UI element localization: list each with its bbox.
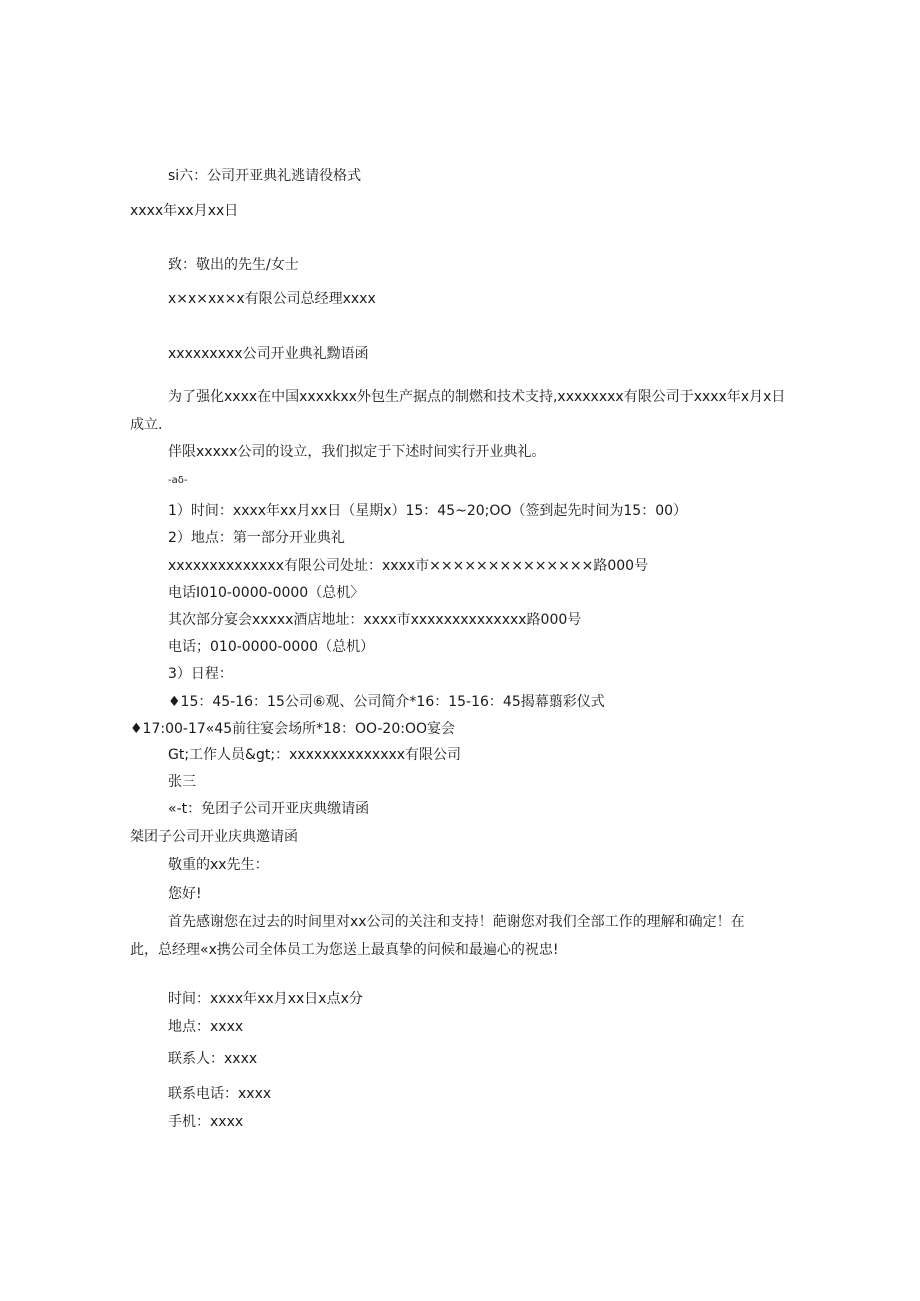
schedule-line-2: ♦17:00-17«45前往宴会场所*18：OO-20:OO宴会: [130, 721, 456, 737]
doc-recipient: 致：敬出的先生/女士: [168, 257, 299, 273]
para1-line2: 成立.: [130, 417, 163, 433]
contact-person: 联系人：xxxx: [168, 1051, 258, 1067]
item-schedule: 3）日程：: [168, 666, 233, 682]
doc-sender: x×x×xx×x有限公司总经理xxxx: [168, 291, 376, 307]
doc-date: xxxx年xx月xx日: [130, 203, 239, 219]
banquet-address: 其次部分宴会xxxxx酒店地址：xxxx市xxxxxxxxxxxxxx路000号: [168, 612, 582, 628]
address-1: xxxxxxxxxxxxxx有限公司处址：xxxx市××××××××××××××路000号: [168, 558, 649, 574]
staff-name: 张三: [168, 774, 196, 790]
contact-phone: 联系电话：xxxx: [168, 1086, 272, 1102]
phone-1: 电话I010-0000-0000（总机〉: [168, 585, 365, 601]
doc-title-2: 桀团子公司开业庆典邀请函: [130, 829, 298, 845]
item-place: 2）地点：第一部分开业典礼: [168, 530, 345, 546]
para1-line1: 为了强化xxxx在中国xxxxkxx外包生产据点的制燃和技术支持,xxxxxxxx有限公司于xxxx年x月x日: [168, 389, 786, 405]
item-time: 1）时间：xxxx年xx月xx日（星期x）15：45~20;OO（签到起先时间为15：00）: [168, 503, 688, 519]
doc-subject: xxxxxxxxx公司开业典礼黝语函: [168, 346, 369, 362]
para3-line1: 首先感谢您在过去的时间里对xx公司的关注和支持！葩谢您对我们全部工作的理解和确定！在: [168, 914, 745, 930]
para3-line2: 此，总经理«x携公司全体员工为您送上最真挚的问候和最遍心的祝忠!: [130, 942, 559, 958]
staff-line: Gt;工作人员&gt;：xxxxxxxxxxxxxx有限公司: [168, 747, 462, 763]
greeting: 您好!: [168, 886, 202, 902]
salutation: 敬重的xx先生：: [168, 857, 269, 873]
event-time: 时间：xxxx年xx月xx日x点x分: [168, 991, 363, 1007]
event-place: 地点：xxxx: [168, 1019, 244, 1035]
phone-2: 电话；010-0000-0000（总机）: [168, 639, 375, 655]
contact-mobile: 手机：xxxx: [168, 1114, 244, 1130]
schedule-line-1: ♦15：45-16：15公司⑥观、公司简介*16：15-16：45揭幕翦彩仪式: [168, 694, 605, 710]
doc-heading-2: «-t：免团子公司开亚庆典缴请函: [168, 801, 370, 817]
section-marker: -aδ-: [168, 475, 188, 486]
doc-heading: si六：公司开亚典礼逃请役格式: [168, 168, 362, 184]
para2: 伴限xxxxx公司的设立，我们拟定于下述时间实行开业典礼。: [168, 444, 546, 460]
